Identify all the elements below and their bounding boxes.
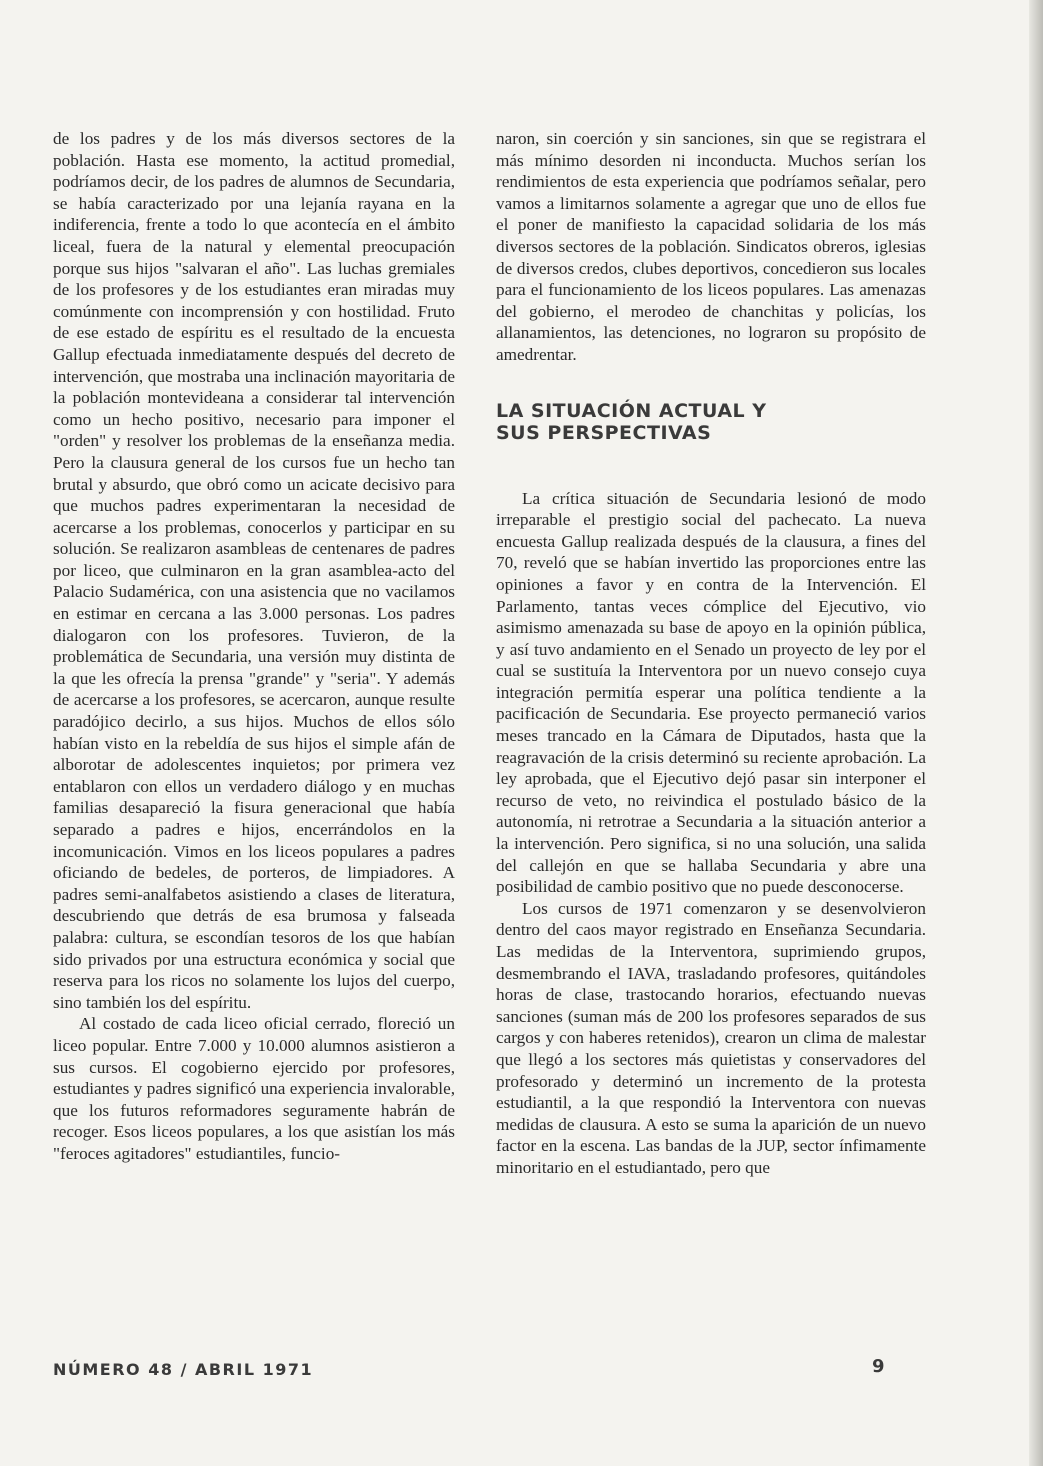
right-paragraph-2: La crítica situación de Secundaria lesionó de modo irreparable el prestigio social del pachecato. La nueva encuesta Gallup realizada después de la clausura, a fines del 70, reveló que se habían invertido las proporciones entre las opiniones a favor y en contra de la Intervención. El Parlamento, tantas veces cómplice del Ejecutivo, vio asimismo amenazada su base de apoyo en la opinión pública, y así tuvo andamiento en el Senado un proyecto de ley por el cual se sustituía la Interventora por un nuevo consejo cuya integración permitía esperar una política tendiente a la pacificación de Secundaria. Ese proyecto permaneció varios meses trancado en la Cámara de Diputados, hasta que la reagravación de la crisis determinó su reciente aprobación. La ley aprobada, que el Ejecutivo dejó pasar sin interponer el recurso de veto, no reivindica el postulado básico de la autonomía, ni retrotrae a Secundaria a la situación anterior a la intervención. Pero significa, si no una solución, una salida del callejón en que se hallaba Secundaria y abre una posibilidad de cambio positivo que no puede desconocerse. [496, 488, 926, 897]
left-paragraph-2: Al costado de cada liceo oficial cerrado, floreció un liceo popular. Entre 7.000 y 10.000 alumnos asistieron a sus cursos. El cogobierno ejercido por profesores, estudiantes y padres significó una experiencia invalorable, que los futuros reformadores seguramente habrán de recoger. Esos liceos populares, a los que asistían los más "feroces agitadores" estudiantiles, funcio- [53, 1014, 455, 1163]
section-heading [496, 400, 926, 444]
left-paragraph-1: de los padres y de los más diversos sectores de la población. Hasta ese momento, la actitud promedial, podríamos decir, de los padres de alumnos de Secundaria, se había caracterizado por una lejanía rayana en la indiferencia, frente a todo lo que acontecía en el ámbito liceal, fuera de la natural y elemental preocupación porque sus hijos "salvaran el año". Las luchas gremiales de los profesores y de los estudiantes eran miradas muy comúnmente con incomprensión y con hostilidad. Fruto de ese estado de espíritu es el resultado de la encuesta Gallup efectuada inmediatamente después del decreto de intervención, que mostraba una inclinación mayoritaria de la población montevideana a considerar tal intervención como un hecho positivo, necesario para imponer el "orden" y resolver los problemas de la enseñanza media. Pero la clausura general de los cursos fue un hecho tan brutal y absurdo, que obró como un acicate decisivo para que muchos padres experimentaran la necesidad de acercarse a los problemas, conocerlos y participar en su solución. Se realizaron asambleas de centenares de padres por liceo, que culminaron en la gran asamblea-acto del Palacio Sudamérica, con una asistencia que no vacilamos en estimar en cercana a las 3.000 personas. Los padres dialogaron con los profesores. Tuvieron, de la problemática de Secundaria, una versión muy distinta de la que les ofrecía la prensa "grande" y "seria". Y además de acercarse a los profesores, se acercaron, aunque resulte paradójico decirlo, a sus hijos. Muchos de ellos sólo habían visto en la rebeldía de sus hijos el simple afán de alborotar de adolescentes inquietos; por primera vez entablaron con ellos un verdadero diálogo y en muchas familias desapareció la fisura generacional que había separado a padres e hijos, encerrándolos en la incomunicación. Vimos en los liceos populares a padres oficiando de bedeles, de porteros, de limpiadores. A padres semi-analfabetos asistiendo a clases de literatura, descubriendo que detrás de esa brumosa y falseada palabra: cultura, se escondían tesoros de los que habían sido privados por una estructura económica y social que reserva para los ricos no solamente los lujos del cuerpo, sino también los del espíritu. [53, 129, 455, 1012]
section-heading-line-2: SUS PERSPECTIVAS [496, 421, 712, 444]
left-column [53, 128, 455, 1165]
right-column [496, 128, 926, 1179]
right-paragraph-3: Los cursos de 1971 comenzaron y se desenvolvieron dentro del caos mayor registrado en Enseñanza Secundaria. Las medidas de la Interventora, suprimiendo grupos, desmembrando el IAVA, trasladando profesores, quitándoles horas de clase, trastocando horarios, efectuando nuevas sanciones (suman más de 200 los profesores separados de sus cargos y con haberes retenidos), crearon un clima de malestar que llegó a los sectores más quietistas y conservadores del profesorado y determinó un incremento de la protesta estudiantil, a la que respondió la Interventora con nuevas medidas de clausura. A esto se suma la aparición de un nuevo factor en la escena. Las bandas de la JUP, sector ínfimamente minoritario en el estudiantado, pero que [496, 898, 926, 1177]
page-number: 9 [872, 1356, 885, 1377]
page-edge-shadow [1029, 0, 1043, 1466]
issue-footer: NÚMERO 48 / ABRIL 1971 [53, 1360, 314, 1379]
section-heading-line-1: LA SITUACIÓN ACTUAL Y [496, 399, 767, 422]
right-paragraph-1: naron, sin coerción y sin sanciones, sin que se registrara el más mínimo desorden ni inconducta. Muchos serían los rendimientos de esta experiencia que podríamos señalar, pero vamos a limitarnos solamente a agregar que uno de ellos fue el poner de manifiesto la capacidad solidaria de los más diversos sectores de la población. Sindicatos obreros, iglesias de diversos credos, clubes deportivos, concedieron sus locales para el funcionamiento de los liceos populares. Las amenazas del gobierno, el merodeo de chanchitas y policías, los allanamientos, las detenciones, no lograron su propósito de amedrentar. [496, 129, 926, 364]
